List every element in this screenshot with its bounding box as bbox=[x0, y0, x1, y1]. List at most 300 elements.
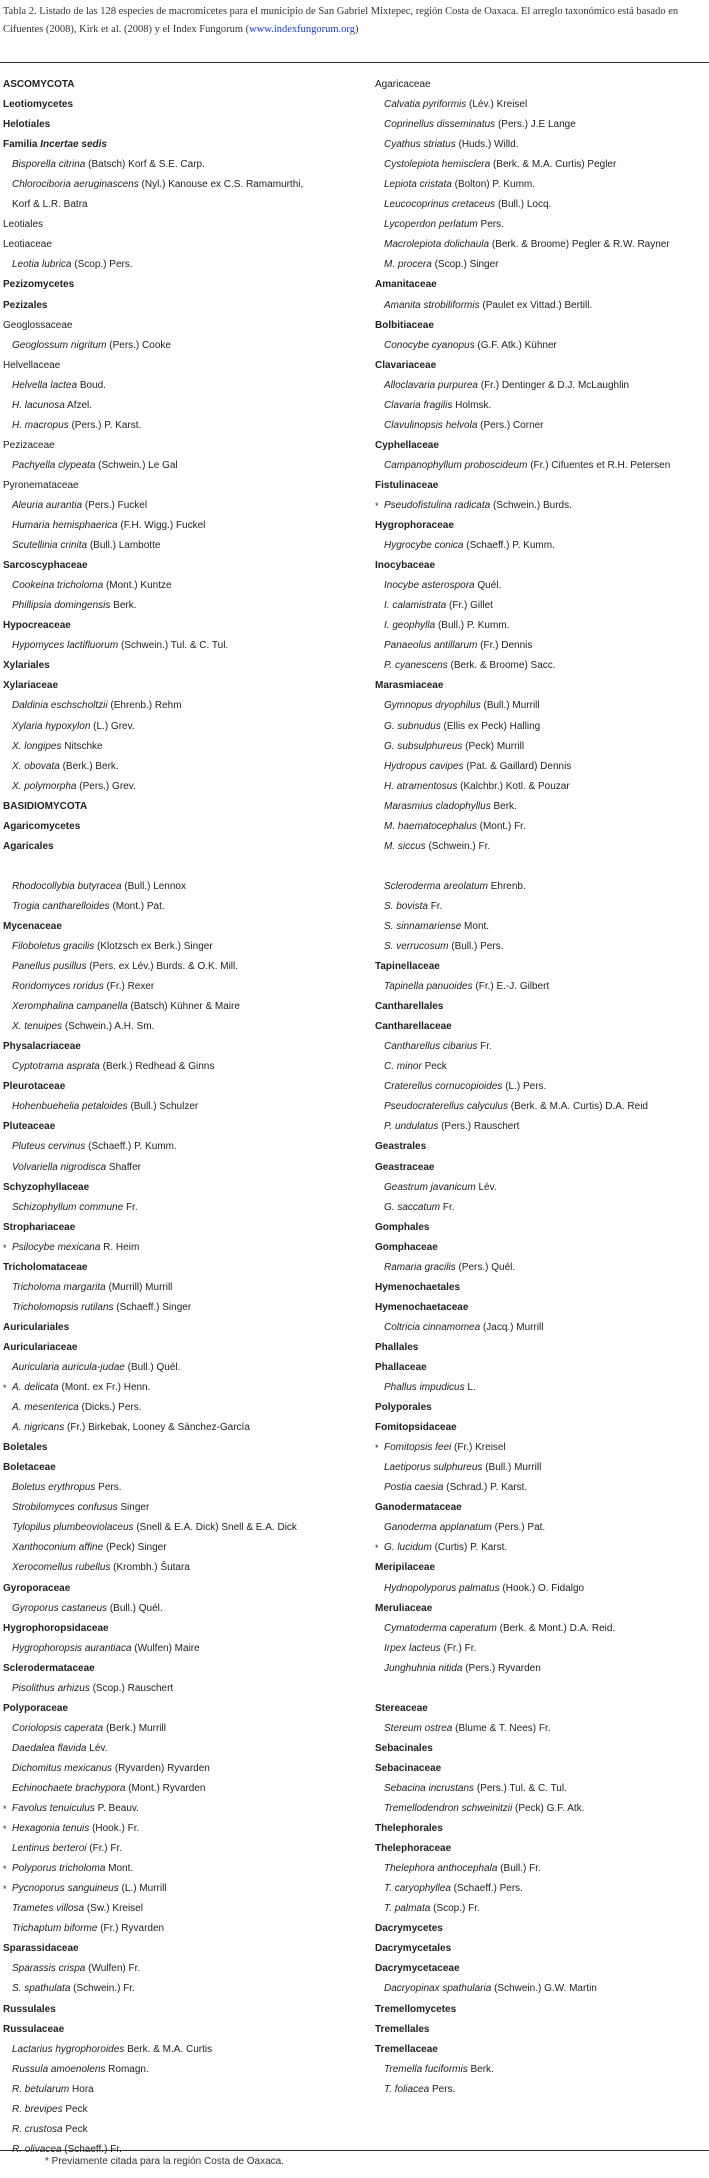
taxon-heading-text: Auriculariales bbox=[3, 1321, 70, 1333]
species-name: Phallus impudicus bbox=[384, 1382, 465, 1394]
taxon-heading-text: Fistulinaceae bbox=[375, 479, 439, 491]
species-name: Strobilomyces confusus bbox=[12, 1502, 118, 1514]
species-authority: (Schwein.) Tul. & C. Tul. bbox=[120, 640, 229, 652]
species-authority: Shaffer bbox=[108, 1161, 141, 1173]
species-authority: (Scop.) Singer bbox=[434, 259, 499, 271]
species-name: Pluteus cervinus bbox=[12, 1141, 86, 1153]
species-authority: (Mont.) Ryvarden bbox=[128, 1782, 206, 1794]
species-name: Russula amoenolens bbox=[12, 2063, 106, 2075]
species-entry bbox=[3, 1017, 363, 1037]
taxon-heading-text: Korf & L.R. Batra bbox=[12, 199, 88, 211]
species-entry bbox=[3, 2120, 363, 2140]
taxon-heading bbox=[375, 1959, 705, 1979]
species-name: H. lacunosa bbox=[12, 399, 65, 411]
taxon-heading-text: Polyporaceae bbox=[3, 1702, 69, 1714]
species-name: Aleuria aurantia bbox=[12, 499, 83, 511]
taxon-heading-text: Tricholomataceae bbox=[3, 1261, 88, 1273]
taxon-heading-text: Cyphellaceae bbox=[375, 439, 439, 451]
species-authority: (Jacq.) Murrill bbox=[482, 1321, 544, 1333]
species-name: Daldinia eschscholtzii bbox=[12, 700, 108, 712]
species-entry bbox=[375, 1318, 705, 1338]
species-authority: R. Heim bbox=[103, 1241, 140, 1253]
species-name: Panaeolus antillarum bbox=[384, 640, 478, 652]
taxon-heading bbox=[375, 1418, 705, 1438]
species-authority: (Mont.) Pat. bbox=[112, 900, 165, 912]
species-entry bbox=[375, 1198, 705, 1218]
species-name: Pseudofistulina radicata bbox=[384, 499, 491, 511]
species-authority: (Peck) Murrill bbox=[465, 740, 525, 752]
species-authority: (Berk.) Redhead & Ginns bbox=[102, 1061, 215, 1073]
species-entry bbox=[3, 1498, 363, 1518]
species-name: Trichaptum biforme bbox=[12, 1923, 98, 1935]
species-authority: Berk. bbox=[493, 800, 517, 812]
species-entry bbox=[3, 516, 363, 536]
species-entry bbox=[3, 1899, 363, 1919]
species-authority: (Schrad.) P. Karst. bbox=[446, 1482, 528, 1494]
species-name: Campanophyllum proboscideum bbox=[384, 459, 528, 471]
species-entry bbox=[3, 1819, 363, 1839]
taxon-heading-text: Tremellaceae bbox=[375, 2043, 438, 2055]
species-name: Xanthoconium affine bbox=[12, 1542, 104, 1554]
species-entry bbox=[375, 837, 705, 857]
species-name: Helvella lactea bbox=[12, 379, 78, 391]
species-entry bbox=[3, 376, 363, 396]
species-authority: (Scop.) Pers. bbox=[74, 259, 133, 271]
species-entry bbox=[375, 1659, 705, 1679]
species-authority: Fr. bbox=[480, 1041, 492, 1053]
species-name: G. subsulphureus bbox=[384, 740, 463, 752]
taxon-heading bbox=[375, 356, 705, 376]
taxon-heading bbox=[375, 436, 705, 456]
species-name: Boletus erythropus bbox=[12, 1482, 96, 1494]
species-entry bbox=[375, 1719, 705, 1739]
species-name: Gyroporus castaneus bbox=[12, 1602, 108, 1614]
species-entry bbox=[375, 1779, 705, 1799]
previously-cited-mark: * bbox=[3, 1884, 7, 1895]
taxon-heading-text: Pleurotaceae bbox=[3, 1081, 66, 1093]
species-name: R. betularum bbox=[12, 2083, 70, 2095]
taxon-heading-text: Dacrymycetales bbox=[375, 1943, 452, 1955]
species-authority: (Pers.) Tul. & C. Tul. bbox=[476, 1782, 567, 1794]
species-authority: Romagn. bbox=[108, 2063, 149, 2075]
taxon-heading-text: Cantharellales bbox=[375, 1001, 444, 1013]
taxon-heading bbox=[3, 656, 363, 676]
species-name: Tapinella panuoides bbox=[384, 981, 473, 993]
taxon-heading bbox=[375, 1759, 705, 1779]
taxon-heading-text: Sebacinales bbox=[375, 1742, 433, 1754]
taxon-heading-text: Thelephoraceae bbox=[375, 1843, 452, 1855]
species-authority: (Peck) G.F. Atk. bbox=[514, 1803, 585, 1815]
species-entry bbox=[375, 576, 705, 596]
species-entry bbox=[375, 1378, 705, 1398]
species-authority: (Bull.) Quél. bbox=[127, 1362, 181, 1373]
taxon-heading-text: Pluteaceae bbox=[3, 1121, 56, 1133]
species-authority: (Fr.) Dentinger & D.J. McLaughlin bbox=[480, 379, 630, 391]
index-fungorum-link[interactable]: www.indexfungorum.org bbox=[249, 24, 355, 35]
species-authority: Lév. bbox=[89, 1742, 108, 1754]
species-name: T. caryophyllea bbox=[384, 1883, 451, 1895]
taxon-heading-text: Inocybaceae bbox=[375, 560, 436, 572]
taxon-heading-text: Mycenaceae bbox=[3, 920, 62, 932]
species-name: Coriolopsis caperata bbox=[12, 1722, 104, 1734]
species-authority: (Paulet ex Vittad.) Bertill. bbox=[482, 299, 593, 311]
species-name: Tremella fuciformis bbox=[384, 2063, 468, 2075]
species-name: Chlorociboria aeruginascens bbox=[12, 179, 139, 191]
taxon-heading bbox=[3, 296, 363, 316]
species-name: Psilocybe mexicana bbox=[12, 1241, 101, 1253]
taxon-heading-text: Russulaceae bbox=[3, 2023, 65, 2035]
species-authority: (Pers. ex Lév.) Burds. & O.K. Mill. bbox=[89, 961, 239, 973]
species-entry bbox=[3, 897, 363, 917]
taxon-heading bbox=[375, 1498, 705, 1518]
taxon-heading bbox=[3, 1659, 363, 1679]
species-name: S. sinnamariense bbox=[384, 920, 462, 932]
species-entry bbox=[375, 336, 705, 356]
taxon-heading-text: Stereaceae bbox=[375, 1702, 428, 1714]
species-name: Schizophyllum commune bbox=[12, 1201, 124, 1213]
taxon-heading-text: Hypocreaceae bbox=[3, 620, 71, 632]
taxon-heading bbox=[3, 1579, 363, 1599]
taxon-heading-text: Agaricaceae bbox=[375, 79, 431, 90]
species-name: Trogia cantharelloides bbox=[12, 900, 110, 912]
species-entry bbox=[375, 636, 705, 656]
species-authority: (Pers.) Pat. bbox=[494, 1522, 546, 1534]
taxon-heading bbox=[3, 1258, 363, 1278]
taxon-heading-text: Helotiales bbox=[3, 119, 51, 131]
species-authority: (Bull.) Murrill bbox=[483, 700, 540, 712]
species-authority: Berk. & M.A. Curtis bbox=[127, 2043, 213, 2055]
species-name: Irpex lacteus bbox=[384, 1642, 441, 1654]
caption-text: Tabla 2. Listado de las 128 especies de macromicetes para el municipio de San Gabriel Mixtepec, región Costa de Oaxaca. El arreglo taxonómico está basado en Cifuentes (2008), Kirk et al. (2008) y el Index Fungorum ( bbox=[3, 6, 679, 35]
species-authority: (Schaeff.) Pers. bbox=[453, 1883, 523, 1895]
species-name: Conocybe cyanopus bbox=[384, 339, 475, 351]
taxon-heading-text: BASIDIOMYCOTA bbox=[3, 800, 88, 812]
species-name: Hexagonia tenuis bbox=[12, 1823, 90, 1835]
species-name: X. obovata bbox=[12, 760, 60, 772]
species-authority: (Berk.) Berk. bbox=[62, 760, 119, 772]
species-authority: (F.H. Wigg.) Fuckel bbox=[120, 520, 206, 532]
taxon-heading bbox=[3, 95, 363, 115]
taxon-heading-text: Pyronemataceae bbox=[3, 479, 79, 491]
taxon-heading bbox=[375, 1218, 705, 1238]
taxon-heading bbox=[375, 957, 705, 977]
taxon-heading bbox=[375, 1398, 705, 1418]
species-entry bbox=[3, 2040, 363, 2060]
species-authority: (Berk. & M.A. Curtis) D.A. Reid bbox=[510, 1101, 648, 1113]
taxon-label bbox=[3, 356, 363, 376]
species-entry bbox=[375, 255, 705, 275]
species-authority: (Pat. & Gaillard) Dennis bbox=[466, 760, 572, 772]
species-authority: L. bbox=[467, 1382, 476, 1394]
species-entry bbox=[375, 1538, 705, 1558]
taxon-heading-text: Russulales bbox=[3, 2003, 56, 2015]
species-entry bbox=[3, 1478, 363, 1498]
species-authority: (Schwein.) Fr. bbox=[428, 840, 491, 852]
species-name: R. brevipes bbox=[12, 2103, 63, 2115]
species-entry bbox=[3, 596, 363, 616]
species-name: Sebacina incrustans bbox=[384, 1782, 475, 1794]
species-name: Cyathus striatus bbox=[384, 139, 456, 151]
taxon-heading bbox=[375, 1599, 705, 1619]
species-authority: (Schwein.) G.W. Martin bbox=[494, 1983, 597, 1995]
species-authority: (Berk. & Mont.) D.A. Reid. bbox=[499, 1622, 616, 1634]
species-authority: (Fr.) E.-J. Gilbert bbox=[475, 981, 550, 993]
species-entry bbox=[375, 977, 705, 997]
taxon-heading-text: Leotiaceae bbox=[3, 239, 52, 251]
species-authority: (Ehrenb.) Rehm bbox=[110, 700, 182, 712]
species-name: Rhodocollybia butyracea bbox=[12, 880, 122, 892]
species-name: Lycoperdon perlatum bbox=[384, 219, 478, 231]
species-name: M. procera bbox=[384, 259, 432, 271]
species-name: H. atramentosus bbox=[384, 780, 458, 792]
species-entry bbox=[375, 1879, 705, 1899]
species-entry bbox=[3, 957, 363, 977]
species-entry bbox=[3, 2100, 363, 2120]
species-name: Xerocomellus rubellus bbox=[12, 1562, 111, 1574]
species-authority: Peck bbox=[424, 1061, 447, 1073]
species-entry bbox=[3, 1198, 363, 1218]
species-entry bbox=[375, 456, 705, 476]
species-entry bbox=[375, 1579, 705, 1599]
species-authority: (Peck) Singer bbox=[105, 1542, 167, 1554]
taxon-heading-text: Strophariaceae bbox=[3, 1221, 76, 1233]
species-name: Hohenbuehelia petaloides bbox=[12, 1101, 128, 1113]
taxon-heading bbox=[3, 2000, 363, 2020]
species-entry bbox=[375, 696, 705, 716]
taxon-heading bbox=[375, 556, 705, 576]
species-entry bbox=[375, 396, 705, 416]
species-entry bbox=[375, 1178, 705, 1198]
species-authority: Peck bbox=[65, 2123, 88, 2135]
division-heading bbox=[3, 75, 363, 95]
division-heading bbox=[3, 797, 363, 817]
taxon-heading-text: Pezizaceae bbox=[3, 439, 55, 451]
species-authority: Mont. bbox=[464, 920, 490, 932]
species-name: X. longipes bbox=[12, 740, 62, 752]
species-name: Stereum ostrea bbox=[384, 1722, 453, 1734]
species-name: Alloclavaria purpurea bbox=[384, 379, 478, 391]
species-entry bbox=[375, 215, 705, 235]
taxon-heading-text: Marasmiaceae bbox=[375, 680, 444, 692]
taxon-heading bbox=[3, 817, 363, 837]
species-authority: (Hook.) Fr. bbox=[92, 1823, 140, 1835]
taxon-heading bbox=[375, 1158, 705, 1178]
species-name: A. mesenterica bbox=[12, 1402, 79, 1414]
species-entry bbox=[3, 1057, 363, 1077]
taxon-heading bbox=[375, 997, 705, 1017]
species-authority: (Murrill) Murrill bbox=[108, 1281, 173, 1293]
species-name: Pycnoporus sanguineus bbox=[12, 1883, 119, 1895]
species-name: G. subnudus bbox=[384, 720, 441, 732]
species-entry bbox=[375, 376, 705, 396]
species-name: Sparassis crispa bbox=[12, 1963, 86, 1975]
species-name: Phillipsia domingensis bbox=[12, 600, 111, 612]
taxon-heading bbox=[3, 616, 363, 636]
species-entry bbox=[3, 1358, 363, 1378]
species-name: Cymatoderma caperatum bbox=[384, 1622, 497, 1634]
species-authority: (Hook.) O. Fidalgo bbox=[502, 1582, 585, 1594]
taxon-heading bbox=[375, 1919, 705, 1939]
species-entry bbox=[375, 797, 705, 817]
species-authority: (Kalchbr.) Kotl. & Pouzar bbox=[460, 780, 570, 792]
species-authority: Berk. bbox=[113, 600, 137, 612]
species-authority: (Bull.) Murrill bbox=[485, 1462, 542, 1474]
taxon-label bbox=[3, 235, 363, 255]
species-authority: Fr. bbox=[430, 900, 443, 912]
taxon-heading-text: Clavariaceae bbox=[375, 359, 437, 371]
species-entry bbox=[375, 416, 705, 436]
species-name: Laetiporus sulphureus bbox=[384, 1462, 483, 1474]
taxon-heading bbox=[3, 1117, 363, 1137]
species-entry bbox=[375, 757, 705, 777]
species-authority: (Bull.) Locq. bbox=[497, 199, 552, 211]
taxon-heading bbox=[3, 1338, 363, 1358]
species-entry bbox=[3, 496, 363, 516]
species-name: Marasmius cladophyllus bbox=[384, 800, 491, 812]
species-name: Hydnopolyporus palmatus bbox=[384, 1582, 500, 1594]
taxon-heading-text: Geastraceae bbox=[375, 1161, 435, 1173]
taxon-heading-text: Auriculariaceae bbox=[3, 1341, 78, 1353]
species-authority: (Ryvarden) Ryvarden bbox=[114, 1762, 210, 1774]
species-entry bbox=[3, 777, 363, 797]
taxon-heading-text: Agaricomycetes bbox=[3, 820, 81, 832]
species-authority: Lév. bbox=[478, 1181, 497, 1193]
species-entry bbox=[375, 1639, 705, 1659]
species-entry bbox=[375, 235, 705, 255]
taxon-heading bbox=[375, 275, 705, 295]
taxon-heading-text: Hymenochaetales bbox=[375, 1281, 461, 1293]
species-name: Coprinellus disseminatus bbox=[384, 119, 496, 131]
taxon-heading bbox=[3, 556, 363, 576]
species-authority: (Fr.) Rexer bbox=[106, 981, 155, 993]
species-entry bbox=[3, 1919, 363, 1939]
species-name: Xylaria hypoxylon bbox=[12, 720, 91, 732]
species-name: X. polymorpha bbox=[12, 780, 77, 792]
species-entry bbox=[3, 1779, 363, 1799]
species-authority: (Bull.) Pers. bbox=[451, 941, 504, 953]
species-name: Cyptotrama asprata bbox=[12, 1061, 100, 1073]
species-authority: (Schaeff.) Singer bbox=[116, 1301, 192, 1313]
species-name: Hygrocybe conica bbox=[384, 540, 464, 552]
species-entry bbox=[3, 2080, 363, 2100]
species-authority: (Nyl.) Kanouse ex C.S. Ramamurthi, bbox=[141, 179, 304, 191]
species-entry bbox=[3, 576, 363, 596]
species-entry bbox=[3, 1538, 363, 1558]
taxon-heading-text: Agaricales bbox=[3, 840, 54, 852]
taxon-heading bbox=[3, 1037, 363, 1057]
taxon-heading-text: Geastrales bbox=[375, 1141, 427, 1153]
taxon-heading-text: Cantharellaceae bbox=[375, 1021, 452, 1033]
species-entry bbox=[3, 396, 363, 416]
species-entry bbox=[375, 195, 705, 215]
species-name: S. verrucosum bbox=[384, 941, 449, 953]
taxon-heading bbox=[375, 1819, 705, 1839]
table-top-rule bbox=[0, 62, 709, 63]
taxon-heading-text: ASCOMYCOTA bbox=[3, 79, 75, 90]
species-entry bbox=[3, 1979, 363, 1999]
species-entry bbox=[3, 1097, 363, 1117]
species-entry bbox=[375, 135, 705, 155]
species-entry bbox=[375, 115, 705, 135]
species-authority: (L.) Pers. bbox=[505, 1081, 547, 1093]
species-authority: P. Beauv. bbox=[97, 1803, 139, 1815]
species-authority: Mont. bbox=[108, 1863, 134, 1875]
taxon-heading bbox=[375, 516, 705, 536]
taxon-heading-text: Leotiomycetes bbox=[3, 99, 74, 111]
blank-row bbox=[3, 857, 363, 877]
species-name: Leucocoprinus cretaceus bbox=[384, 199, 496, 211]
species-entry bbox=[375, 596, 705, 616]
species-authority: (Scop.) Rauschert bbox=[92, 1682, 174, 1694]
species-name: Bisporella citrina bbox=[12, 159, 86, 171]
taxon-heading-text: Hygrophoropsidaceae bbox=[3, 1622, 109, 1634]
species-entry bbox=[3, 1679, 363, 1699]
taxon-heading-text: Ganodermataceae bbox=[375, 1502, 462, 1514]
species-name: Cystolepiota hemisclera bbox=[384, 159, 491, 171]
species-name: Ganoderma applanatum bbox=[384, 1522, 492, 1534]
species-entry bbox=[3, 336, 363, 356]
taxon-heading bbox=[3, 1939, 363, 1959]
species-authority: (G.F. Atk.) Kühner bbox=[477, 339, 557, 351]
species-name: Clavaria fragilis bbox=[384, 399, 453, 411]
species-name: Scutellinia crinita bbox=[12, 540, 88, 552]
species-name: S. spathulata bbox=[12, 1983, 71, 1995]
species-authority: (Pers.) Cooke bbox=[109, 339, 171, 351]
species-name: Geastrum javanicum bbox=[384, 1181, 476, 1193]
taxon-heading-text: Gomphales bbox=[375, 1221, 430, 1233]
taxon-heading-text: Pezizomycetes bbox=[3, 279, 75, 291]
taxon-heading-text: Phallaceae bbox=[375, 1362, 427, 1373]
species-entry bbox=[375, 1258, 705, 1278]
species-authority: (Fr.) Cifuentes et R.H. Petersen bbox=[530, 459, 671, 471]
previously-cited-mark: * bbox=[3, 1824, 7, 1835]
species-authority: Fr. bbox=[442, 1201, 455, 1213]
taxon-heading-text: Tremellomycetes bbox=[375, 2003, 457, 2015]
species-authority: (Pers.) Rauschert bbox=[441, 1121, 520, 1133]
species-entry bbox=[3, 937, 363, 957]
taxon-heading bbox=[3, 1458, 363, 1478]
species-authority: (L.) Grev. bbox=[93, 720, 135, 732]
species-authority: (Bolton) P. Kumm. bbox=[454, 179, 536, 191]
taxon-heading bbox=[3, 1438, 363, 1458]
species-name: H. macropus bbox=[12, 419, 69, 431]
species-entry bbox=[375, 536, 705, 556]
species-name: Coltricia cinnamomea bbox=[384, 1321, 481, 1333]
species-name: R. olivacea bbox=[12, 2143, 62, 2155]
species-entry bbox=[375, 155, 705, 175]
right-column bbox=[375, 75, 705, 2100]
taxon-heading-text: Tapinellaceae bbox=[375, 961, 440, 973]
species-name: Postia caesia bbox=[384, 1482, 444, 1494]
taxon-heading bbox=[375, 1839, 705, 1859]
species-name: Hypomyces lactifluorum bbox=[12, 640, 119, 652]
species-entry bbox=[375, 917, 705, 937]
species-name: Craterellus cornucopioides bbox=[384, 1081, 503, 1093]
taxon-heading-text: Hymenochaetaceae bbox=[375, 1301, 469, 1313]
taxon-heading-text: Gomphaceae bbox=[375, 1241, 438, 1253]
species-authority: (Fr.) Gillet bbox=[449, 600, 493, 612]
species-authority: (Berk.) Murrill bbox=[105, 1722, 166, 1734]
species-name: A. delicata bbox=[12, 1382, 59, 1394]
taxon-heading-text: Physalacriaceae bbox=[3, 1041, 81, 1053]
taxon-heading-text: Meruliaceae bbox=[375, 1602, 433, 1614]
species-authority: (Lév.) Kreisel bbox=[469, 99, 528, 111]
species-name: Roridomyces roridus bbox=[12, 981, 104, 993]
species-entry bbox=[3, 757, 363, 777]
taxon-heading bbox=[375, 1739, 705, 1759]
species-authority: (Wulfen) Fr. bbox=[88, 1963, 141, 1975]
species-authority: Pers. bbox=[432, 2083, 456, 2095]
